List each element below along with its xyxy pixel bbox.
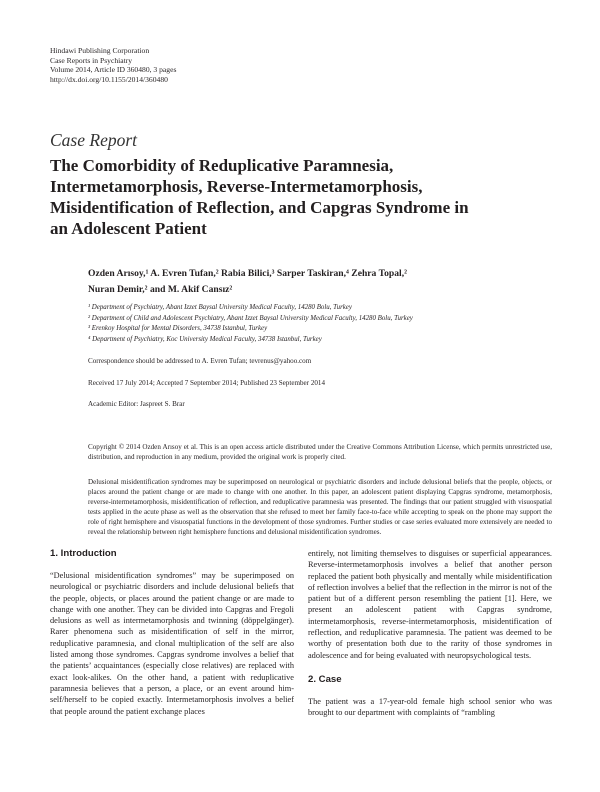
affiliation: ² Department of Child and Adolescent Psychiatry, Abant Izzet Baysal University Medical Faculty, 14280 Bolu, Turkey <box>88 314 413 322</box>
section-heading: 2. Case <box>308 673 342 685</box>
title-line: Intermetamorphosis, Reverse-Intermetamorphosis, <box>50 177 423 196</box>
title-line: an Adolescent Patient <box>50 219 207 238</box>
body-paragraph: The patient was a 17-year-old female high school senior who was brought to our department with complaints of “rambling <box>308 696 552 718</box>
dates: Received 17 July 2014; Accepted 7 September 2014; Published 23 September 2014 <box>88 379 326 387</box>
affiliation: ¹ Department of Psychiatry, Abant Izzet Baysal University Medical Faculty, 14280 Bolu, Turkey <box>88 304 352 311</box>
affiliations <box>88 303 413 345</box>
article-type: Case Report <box>50 130 138 150</box>
left-column <box>50 548 294 717</box>
title-line: Misidentification of Reflection, and Capgras Syndrome in <box>50 198 469 217</box>
right-column <box>308 548 552 719</box>
affiliation: ³ Erenkoy Hospital for Mental Disorders, 34738 Istanbul, Turkey <box>88 325 268 333</box>
journal-header <box>50 46 176 84</box>
journal-name: Case Reports in Psychiatry <box>50 55 133 65</box>
copyright-notice: Copyright © 2014 Ozden Arısoy et al. This is an open access article distributed under the Creative Commons Attribution License, which permits unrestricted use, distribution, and reproduction in any medium, provided the original work is properly cited. <box>88 443 552 462</box>
affiliation: ⁴ Department of Psychiatry, Koc University Medical Faculty, 34738 Istanbul, Turkey <box>88 335 322 343</box>
abstract: Delusional misidentification syndromes may be superimposed on neurological or psychiatric disorders and include delusional beliefs that the people, objects, or places around the patient change or are made to change with one another. In this paper, an adolescent patient displaying Capgras syndrome, metamorphosis, reverse-intermetamorphosis, misidentification of reflection, and reduplicative paramnesia was presented. The findings that our patient struggled with visuospatial tests applied in the acute phase as well as the observation that she refused to meet her family face-to-face while accepting to speak on the phone may support the role of right hemisphere and visuospatial functions in the development of those syndromes. Further studies or case series evaluated more extensively are needed to reveal the relationship between right hemisphere functions and delusional misidentification syndromes. <box>88 478 552 537</box>
paper-title <box>50 155 520 239</box>
publisher: Hindawi Publishing Corporation <box>50 46 150 55</box>
correspondence: Correspondence should be addressed to A. Evren Tufan; tevrenus@yahoo.com <box>88 357 312 365</box>
body-paragraph: entirely, not limiting themselves to disguises or superficial appearances. Reverse-intermetamorphosis involves a belief that another person replaced the patient both physically and mentally while misidentification of reflection involves a belief that the reflection in the mirror is not of the patient but of a different person resembling the patient [1]. Here, we present an adolescent patient with Capgras syndrome, intermetamorphosis, reverse-intermetamorphosis, misidentification of reflection, and reduplicative paramnesia. The patient was deemed to be worthy of presentation both due to the rarity of those syndromes in adolescence and for being evaluated with neuropsychological tests. <box>308 549 552 660</box>
author-line: Ozden Arısoy,¹ A. Evren Tufan,² Rabia Bilici,³ Sarper Taskiran,⁴ Zehra Topal,² <box>88 268 407 279</box>
volume-info: Volume 2014, Article ID 360480, 3 pages <box>50 65 177 75</box>
author-list <box>88 266 548 297</box>
author-line: Nuran Demir,² and M. Akif Cansız² <box>88 283 233 295</box>
doi-link[interactable]: http://dx.doi.org/10.1155/2014/360480 <box>50 74 168 84</box>
section-heading: 1. Introduction <box>50 548 117 559</box>
academic-editor: Academic Editor: Jaspreet S. Brar <box>88 400 185 408</box>
body-paragraph: “Delusional misidentification syndromes” may be superimposed on neurological or psychiatric disorders and include delusional beliefs that the people, objects, or places around the patient change or are made to change with one another. They can be divided into Capgras and Fregoli delusions as well as intermetamorphosis and twinning (döppelgänger). Rarer phenomena such as misidentification of self in the mirror, reduplicative paramnesia, and clonal multiplication of the self are also listed among those syndromes. Capgras syndrome involves a belief that the patients’ acquaintances (especially close relatives) are replaced with exact look-alikes. On the other hand, a patient with reduplicative paramnesia believes that a person, a place, or an event around him-self/herself to be copied exactly. Intermetamorphosis involves a belief that people around the patient exchange places <box>50 571 294 716</box>
title-line: The Comorbidity of Reduplicative Paramnesia, <box>50 156 394 175</box>
